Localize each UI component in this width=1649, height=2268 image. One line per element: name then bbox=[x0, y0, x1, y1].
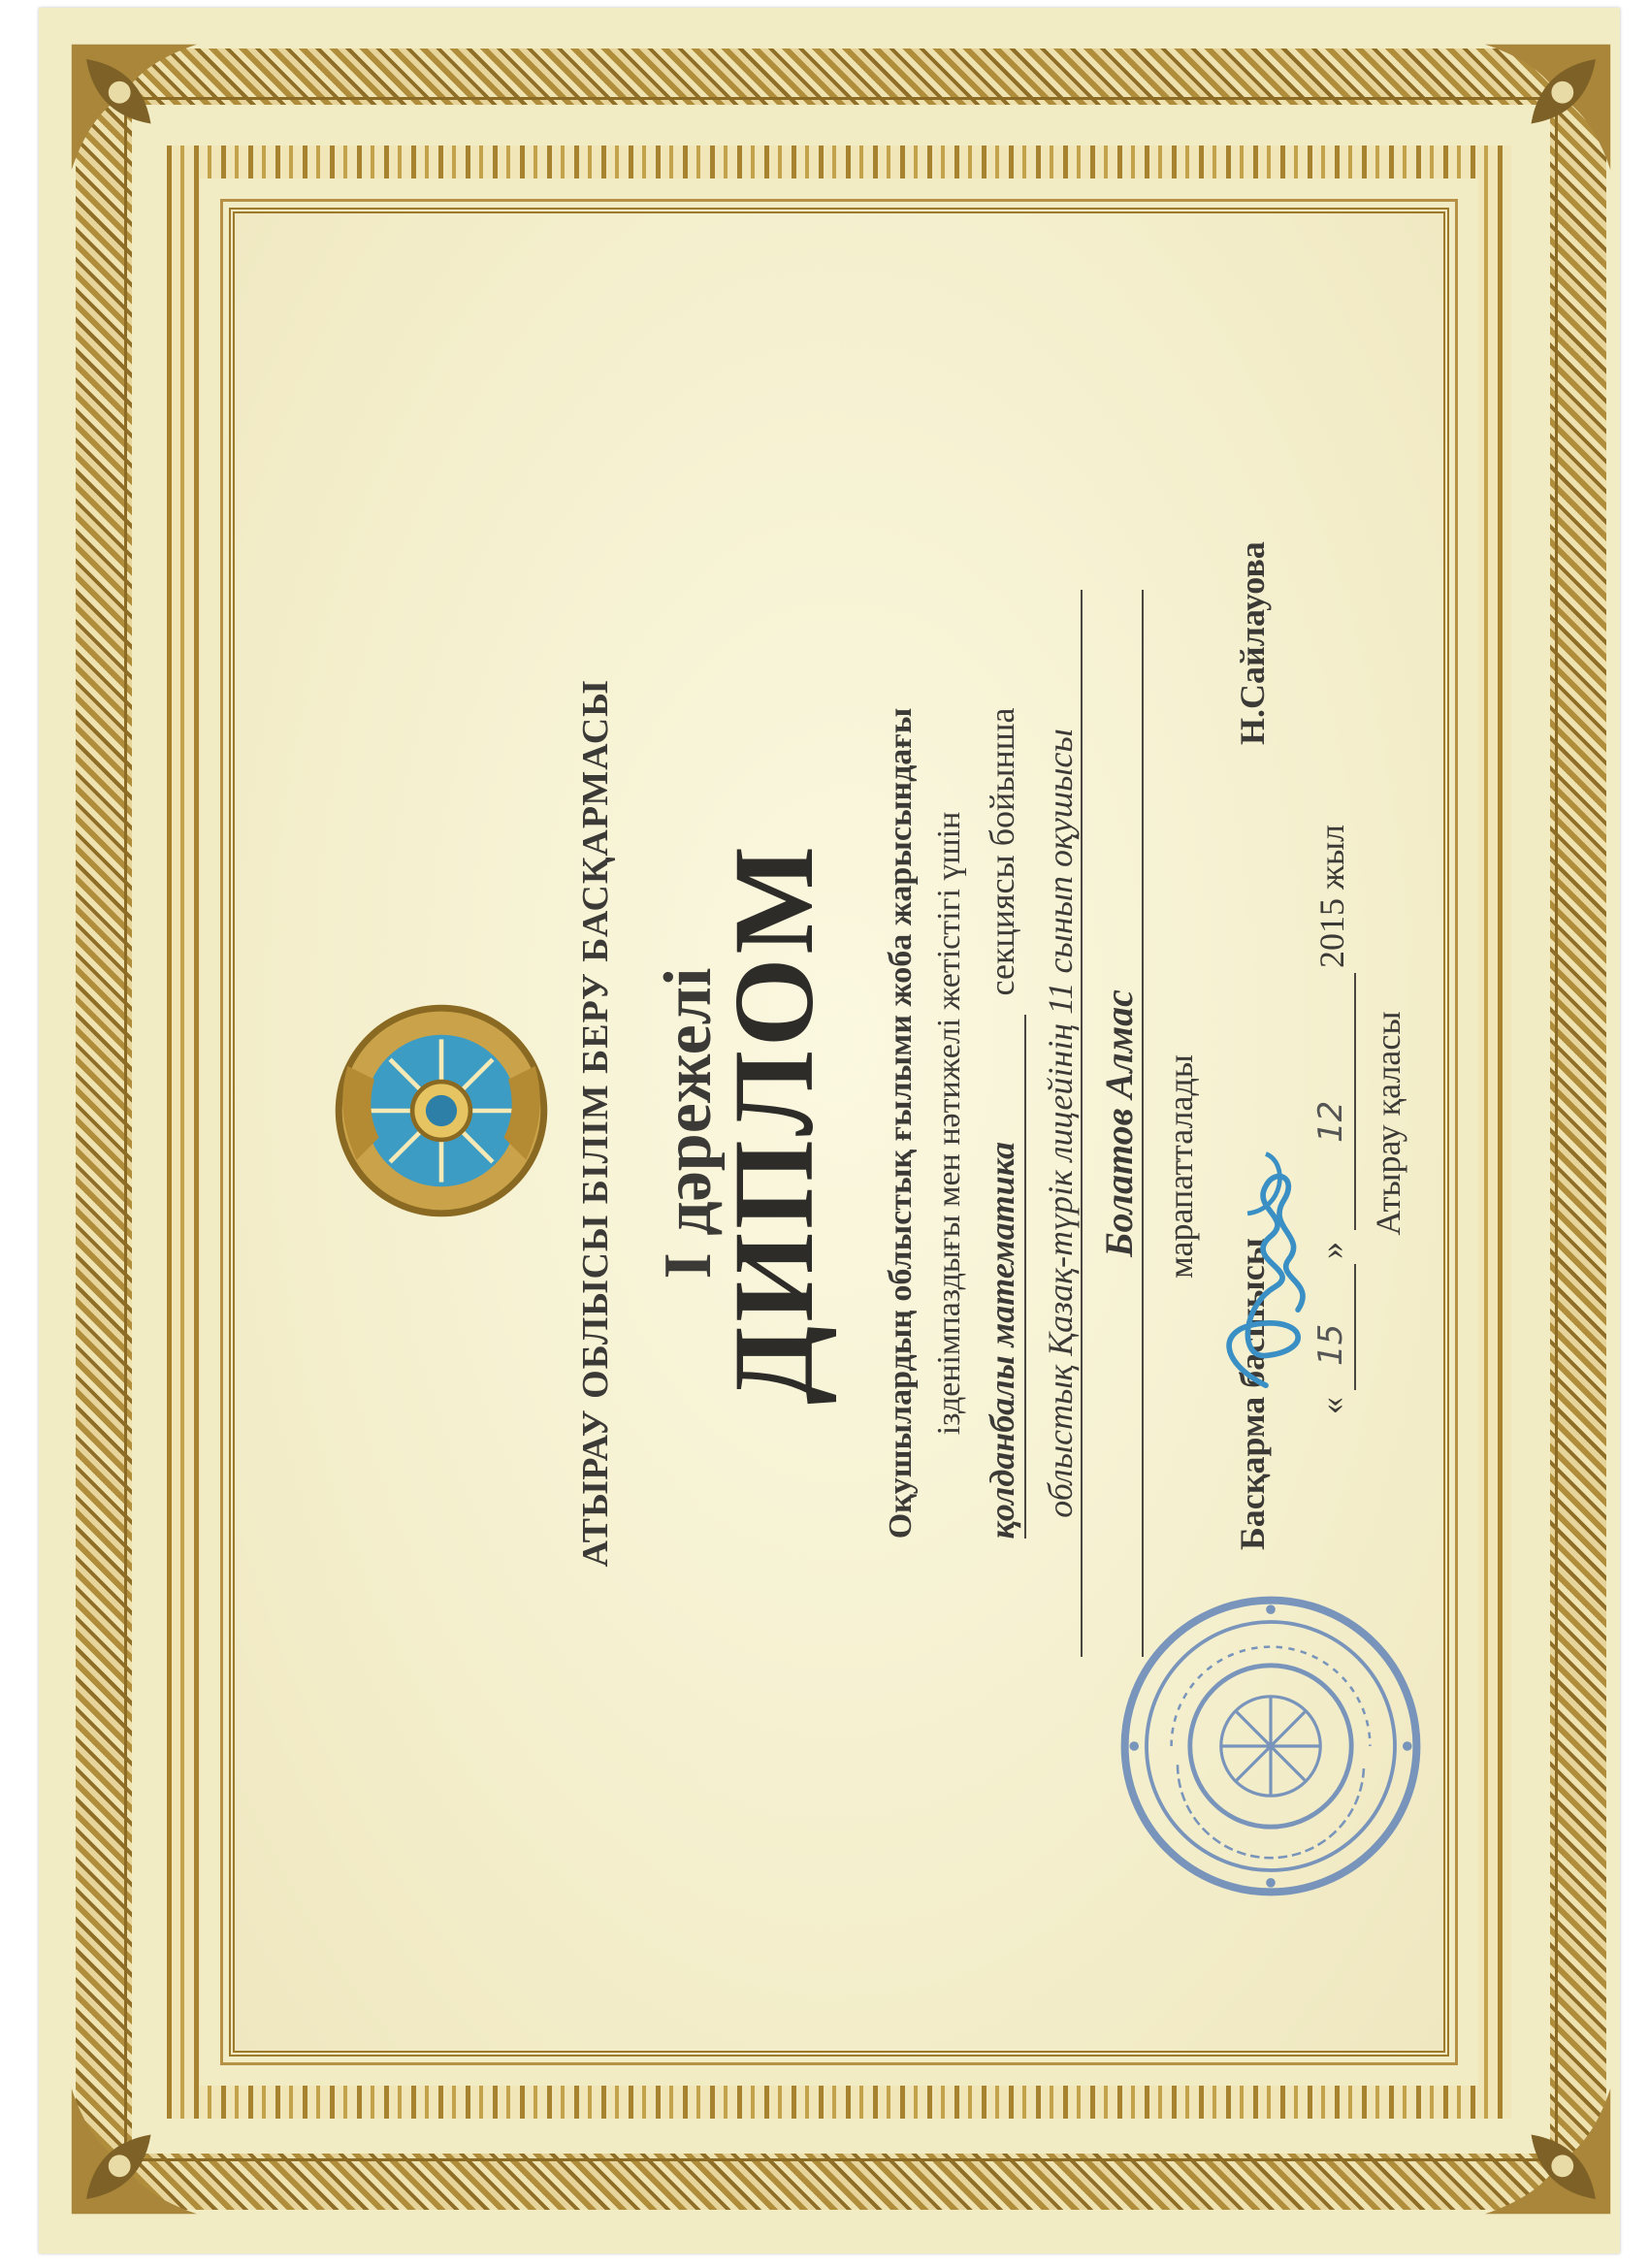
description-line-1: Оқушылардың облыстық ғылыми жоба жарысындағы bbox=[883, 707, 919, 1539]
diploma-title: ДИПЛОМ bbox=[710, 842, 837, 1405]
corner-ornament-icon bbox=[1430, 41, 1614, 225]
date-open-quote: « bbox=[1312, 1397, 1351, 1414]
organization-name: АТЫРАУ ОБЛЫСЫ БІЛІМ БЕРУ БАСҚАРМАСЫ bbox=[575, 679, 616, 1568]
awarded-text: марапатталады bbox=[1161, 1054, 1200, 1279]
date-year: 2015 жыл bbox=[1312, 824, 1351, 968]
date-month-underline bbox=[1354, 973, 1356, 1230]
corner-ornament-icon bbox=[68, 2033, 252, 2218]
date-day: 15 bbox=[1311, 1323, 1350, 1366]
diploma-degree: І дәрежелі bbox=[651, 967, 726, 1280]
date-day-underline bbox=[1354, 1264, 1356, 1390]
recipient-name: Болатов Алмас bbox=[1096, 590, 1144, 1657]
city-name: Атырау қаласы bbox=[1369, 1011, 1407, 1236]
date-close-quote: » bbox=[1312, 1242, 1351, 1259]
official-seal-stamp bbox=[1116, 1591, 1426, 1901]
school-field: облыстық Қазақ-түрік лицейінің 11 сынып оқушысы bbox=[1040, 590, 1083, 1657]
date-month: 12 bbox=[1311, 1100, 1350, 1143]
corner-ornament-icon bbox=[68, 41, 252, 225]
section-line bbox=[982, 250, 1026, 1996]
signer-role: Басқарма басшысы bbox=[1233, 1238, 1272, 1550]
description-line-2: ізденімпаздығы мен нәтижелі жетістігі үшін bbox=[931, 811, 967, 1436]
school-line bbox=[1040, 250, 1083, 1996]
section-suffix: секциясы бойынша bbox=[983, 707, 1021, 996]
handwritten-signature bbox=[1193, 1145, 1339, 1397]
subject-field: қолданбалы математика bbox=[982, 1015, 1026, 1539]
signer-name: Н.Сайлауова bbox=[1233, 541, 1272, 745]
corner-ornament-icon bbox=[1430, 2033, 1614, 2218]
